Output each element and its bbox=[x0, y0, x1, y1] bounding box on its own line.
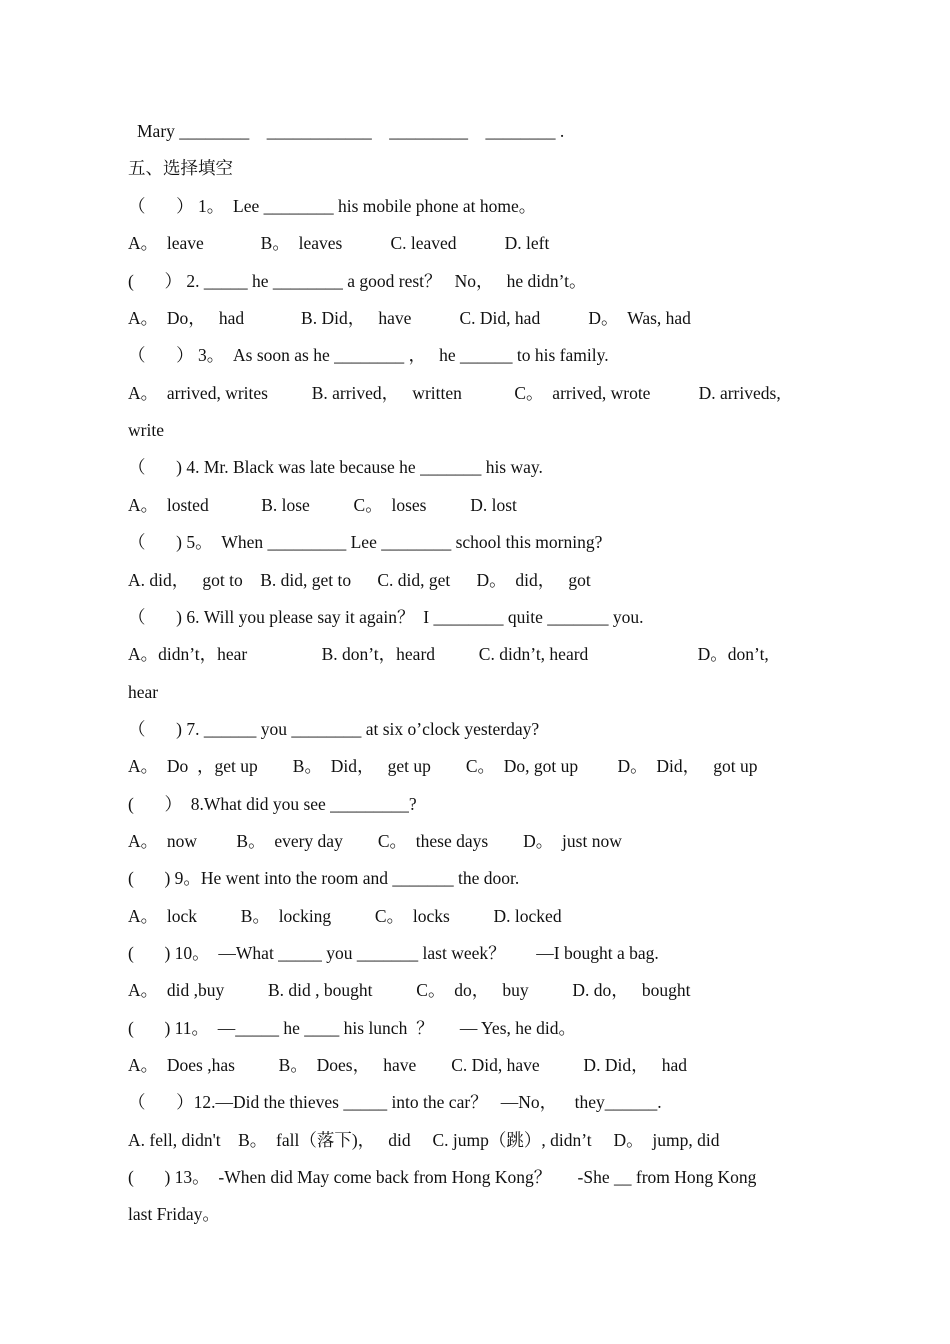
question-stem: ( ) 10。 —What _____ you _______ last week？ —I bought a bag. bbox=[128, 943, 659, 963]
question-stem: ( ） 8.What did you see _________? bbox=[128, 794, 417, 814]
question-options: A。 lock B。 locking C。 locks D. locked bbox=[128, 906, 562, 926]
question-stem: （ ) 7. ______ you ________ at six o’clock yesterday? bbox=[128, 719, 540, 739]
question-stem: ( ） 2. _____ he ________ a good rest？ No， he didn’t。 bbox=[128, 271, 587, 291]
question-options: A。 losted B. lose C。 loses D. lost bbox=[128, 495, 517, 515]
question-options: A。 leave B。 leaves C. leaved D. left bbox=[128, 233, 550, 253]
section-heading: 五、选择填空 bbox=[128, 158, 233, 178]
question-stem: （ ）12.—Did the thieves _____ into the car？ —No， they______. bbox=[128, 1092, 662, 1112]
question-options: A。 Does ,has B。 Does， have C. Did, have D. Did， had bbox=[128, 1055, 687, 1075]
question-stem: （ ) 6. Will you please say it again？ I ________ quite _______ you. bbox=[128, 607, 644, 627]
question-options: A。 arrived, writes B. arrived， written C。 arrived, wrote D. arriveds, bbox=[128, 383, 781, 403]
question-options: A。 Do ，get up B。 Did， get up C。 Do, got up D。 Did， got up bbox=[128, 756, 758, 776]
question-options-continued: hear bbox=[128, 682, 159, 702]
question-options: A. fell, didn't B。 fall（落下)， did C. jump（跳）, didn’t D。 jump, did bbox=[128, 1130, 720, 1150]
question-stem: ( ) 13。 -When did May come back from Hong Kong？ -She __ from Hong Kong bbox=[128, 1167, 757, 1187]
question-options: A。 did ,buy B. did , bought C。 do， buy D. do， bought bbox=[128, 980, 691, 1000]
question-options: A。 now B。 every day C。 these days D。 just now bbox=[128, 831, 622, 851]
question-stem: （ ) 4. Mr. Black was late because he _______ his way. bbox=[128, 457, 543, 477]
question-stem: ( ) 9。He went into the room and _______ the door. bbox=[128, 868, 520, 888]
question-stem: （ ） 3。 As soon as he ________ ， he ______ to his family. bbox=[128, 345, 609, 365]
question-stem: （ ) 5。 When _________ Lee ________ school this morning? bbox=[128, 532, 603, 552]
question-options-continued: write bbox=[128, 420, 164, 440]
question-stem-continued: last Friday。 bbox=[128, 1204, 220, 1224]
question-stem: （ ） 1。 Lee ________ his mobile phone at home。 bbox=[128, 196, 537, 216]
top-line: Mary ________ ____________ _________ ________ . bbox=[137, 121, 565, 141]
question-options: A。didn’t，hear B. don’t，heard C. didn’t, heard D。don’t, bbox=[128, 644, 769, 664]
question-stem: ( ) 11。 —_____ he ____ his lunch ？ — Yes, he did。 bbox=[128, 1018, 577, 1038]
question-options: A. did， got to B. did, get to C. did, get D。 did， got bbox=[128, 570, 591, 590]
question-options: A。 Do， had B. Did， have C. Did, had D。 Was, had bbox=[128, 308, 691, 328]
